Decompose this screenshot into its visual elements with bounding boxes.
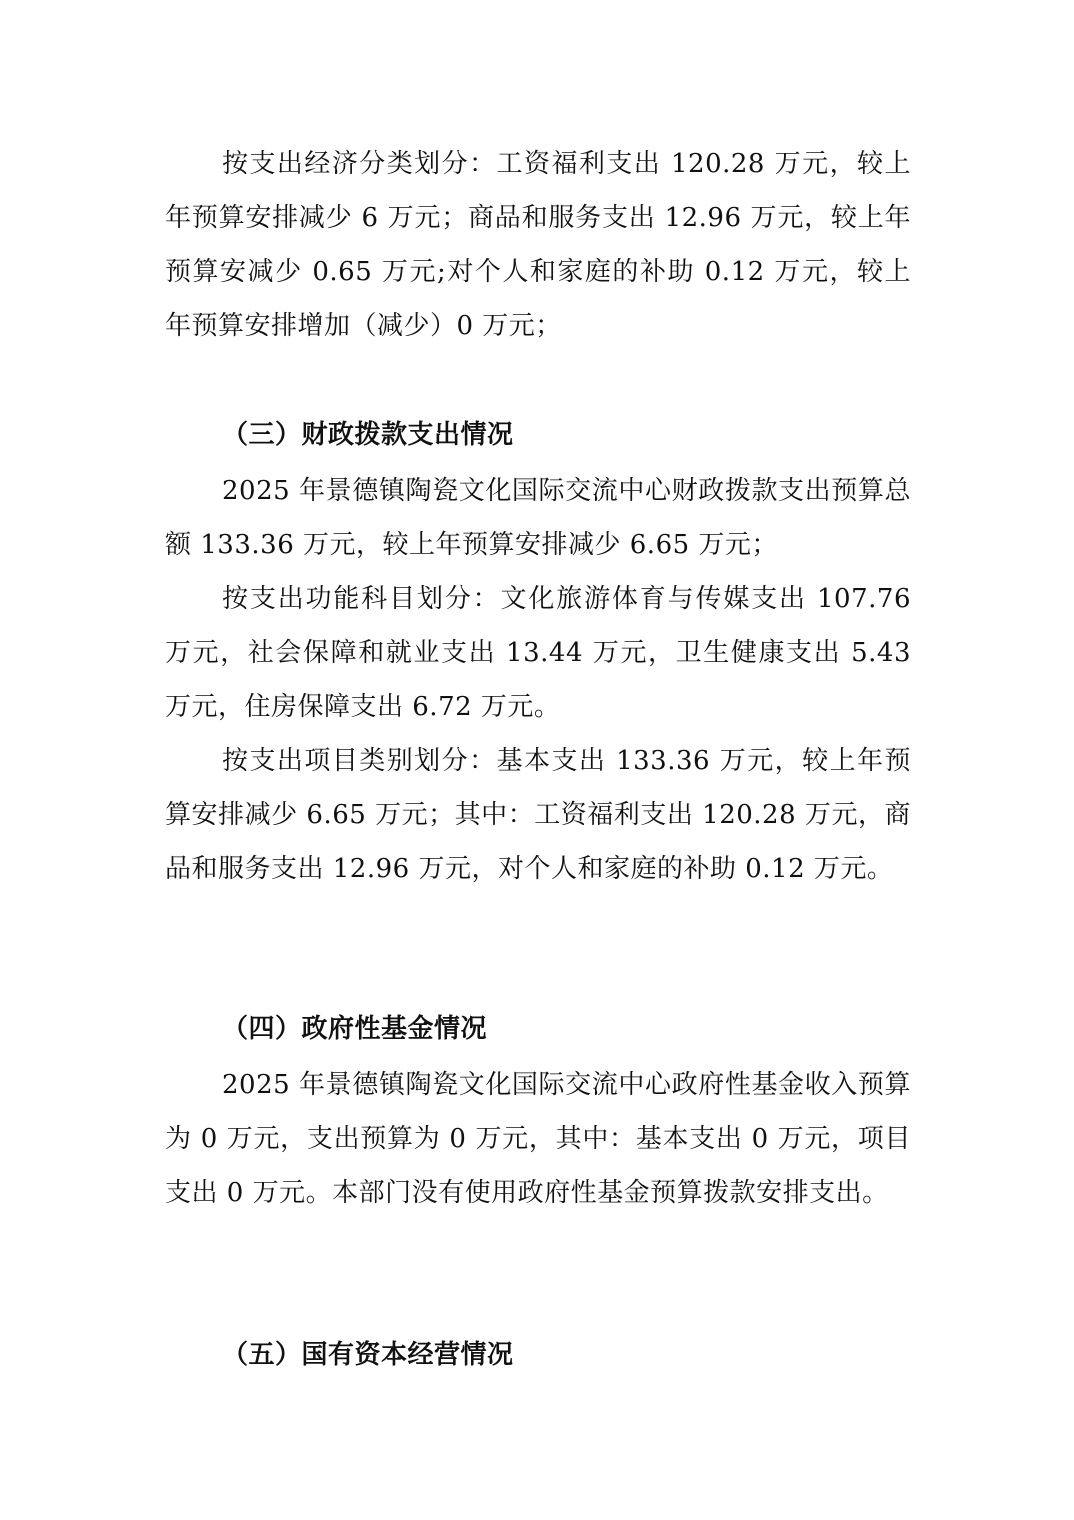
paragraph-total-expenditure: 2025 年景德镇陶瓷文化国际交流中心财政拨款支出预算总额 133.36 万元，较上年预算安排减少 6.65 万元；	[165, 476, 911, 560]
paragraph-economic-classification: 按支出经济分类划分：工资福利支出 120.28 万元，较上年预算安排减少 6 万元；商品和服务支出 12.96 万元，较上年预算安减少 0.65 万元;对个人和家庭的补助 0.12 万元，较上年预算安排增加（减少）0 万元；	[165, 149, 911, 341]
paragraph-project-category: 按支出项目类别划分：基本支出 133.36 万元，较上年预算安排减少 6.65 万元；其中：工资福利支出 120.28 万元，商品和服务支出 12.96 万元，对个人和家庭的补助 0.12 万元。	[165, 746, 911, 884]
paragraph-functional-classification: 按支出功能科目划分：文化旅游体育与传媒支出 107.76 万元，社会保障和就业支出 13.44 万元，卫生健康支出 5.43 万元，住房保障支出 6.72 万元。	[165, 584, 911, 722]
heading-fiscal-appropriation-expenditure: （三）财政拨款支出情况	[222, 420, 514, 450]
heading-government-fund: （四）政府性基金情况	[222, 1014, 488, 1044]
paragraph-government-fund: 2025 年景德镇陶瓷文化国际交流中心政府性基金收入预算为 0 万元，支出预算为 0 万元，其中：基本支出 0 万元，项目支出 0 万元。本部门没有使用政府性基金预算拨款安排支出。	[165, 1070, 911, 1208]
heading-state-capital-operation: （五）国有资本经营情况	[222, 1340, 514, 1370]
